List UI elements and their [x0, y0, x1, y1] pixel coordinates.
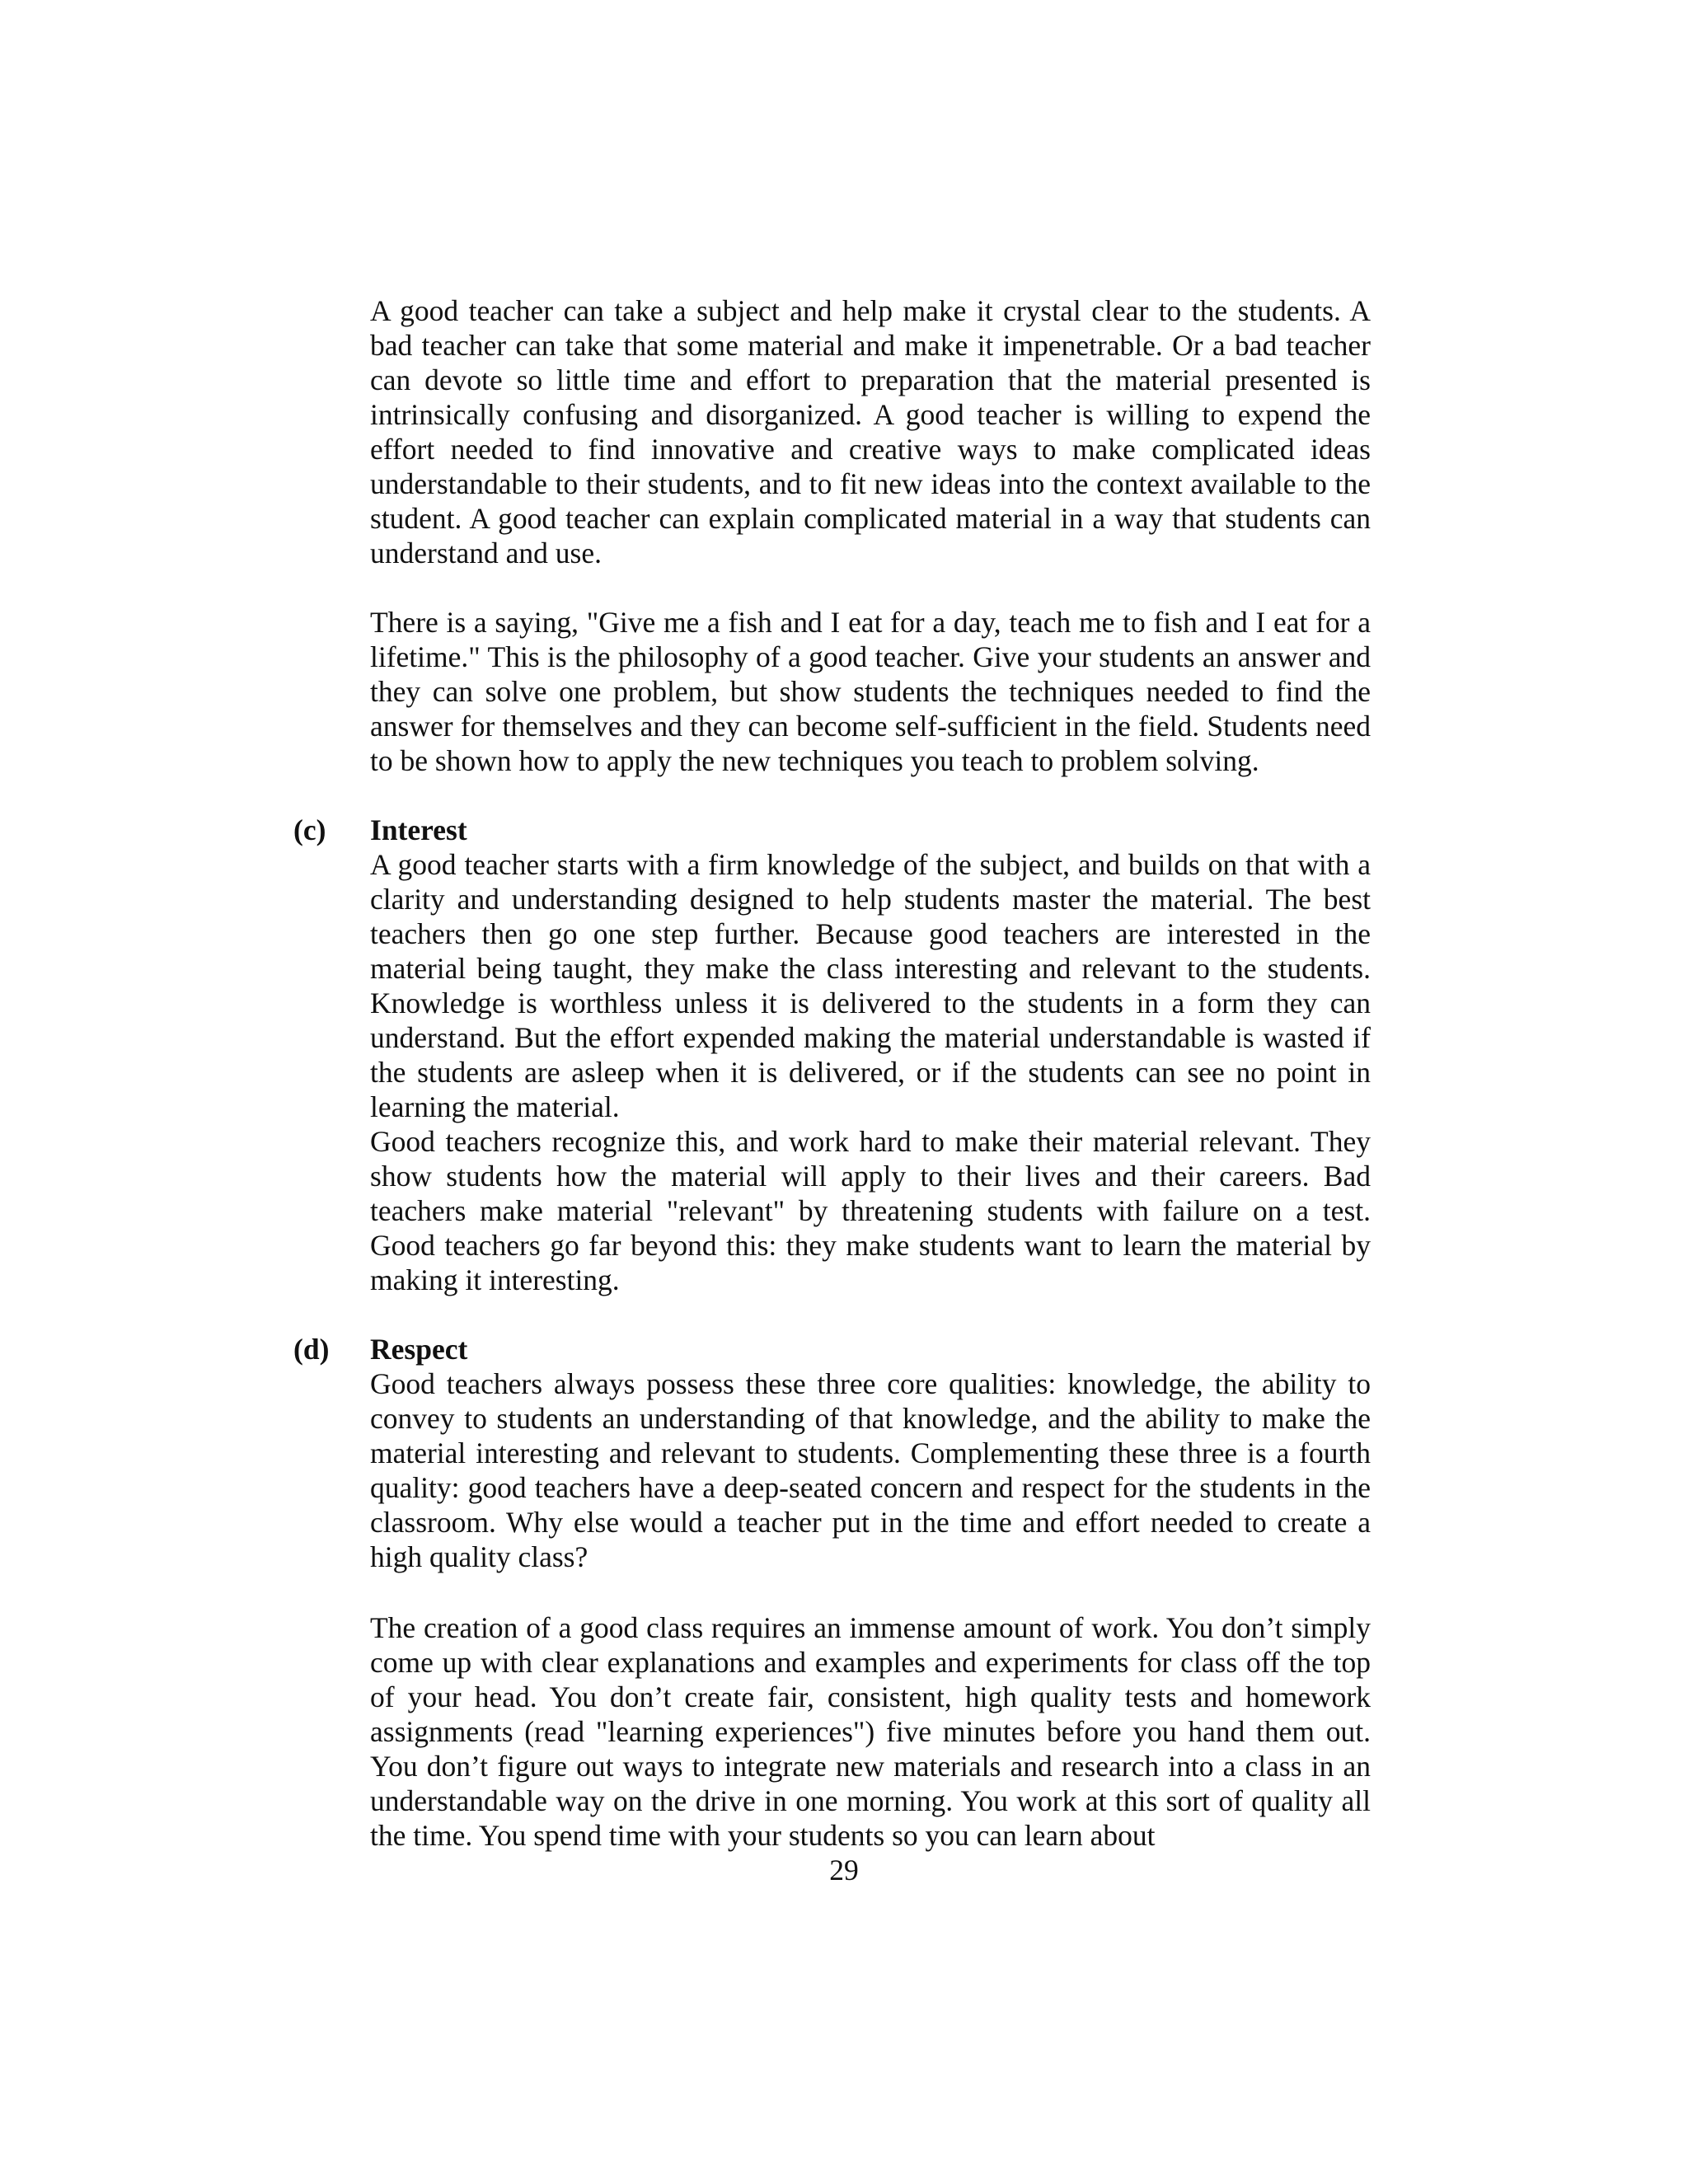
- section-c-marker: (c): [293, 813, 326, 846]
- section-respect: [370, 1332, 1371, 1574]
- section-c-body-2: Good teachers recognize this, and work hard to make their material relevant. They show students how the material will apply to their lives and their careers. Bad teachers make material "relevant" by threatening students with failure on a test. Good teachers go far beyond this: they make students want to learn the material by making it interesting.: [370, 1125, 1371, 1296]
- section-c-body-1: A good teacher starts with a firm knowledge of the subject, and builds on that with a clarity and understanding designed to help students master the material. The best teachers then go one step further. Because good teachers are interested in the material being taught, they make the class interesting and relevant to the students. Knowledge is worthless unless it is delivered to the students in a form they can understand. But the effort expended making the material understandable is wasted if the students are asleep when it is delivered, or if the students can see no point in learning the material.: [370, 848, 1371, 1123]
- section-d-heading: Respect: [370, 1333, 468, 1366]
- paragraph-fish-saying: There is a saying, "Give me a fish and I eat for a day, teach me to fish and I eat for a lifetime." This is the philosophy of a good teacher. Give your students an answer and they can solve one problem, but show students the techniques needed to find the answer for themselves and they can become self-sufficient in the field. Students need to be shown how to apply the new techniques you teach to problem solving.: [370, 606, 1371, 777]
- page-number: 29: [829, 1854, 859, 1886]
- paragraph-clarity: A good teacher can take a subject and help make it crystal clear to the students. A bad teacher can take that some material and make it impenetrable. Or a bad teacher can devote so little time and effort to preparation that the material presented is intrinsically confusing and disorganized. A good teacher is willing to expend the effort needed to find innovative and creative ways to make complicated ideas understandable to their students, and to fit new ideas into the context available to the student. A good teacher can explain complicated material in a way that students can understand and use.: [370, 294, 1371, 569]
- section-interest: [370, 813, 1371, 1297]
- section-d-body-2: The creation of a good class requires an immense amount of work. You don’t simply come up with clear explanations and examples and experiments for class off the top of your head. You don’t create fair, consistent, high quality tests and homework assignments (read "learning experiences") five minutes before you hand them out. You don’t figure out ways to integrate new materials and research into a class in an understandable way on the drive in one morning. You work at this sort of quality all the time. You spend time with your students so you can learn about: [370, 1611, 1371, 1852]
- section-d-marker: (d): [293, 1333, 330, 1366]
- section-c-heading: Interest: [370, 813, 467, 846]
- section-d-body-1: Good teachers always possess these three core qualities: knowledge, the ability to convey to students an understanding of that knowledge, and the ability to make the material interesting and relevant to students. Complementing these three is a fourth quality: good teachers have a deep-seated concern and respect for the students in the classroom. Why else would a teacher put in the time and effort needed to create a high quality class?: [370, 1367, 1371, 1573]
